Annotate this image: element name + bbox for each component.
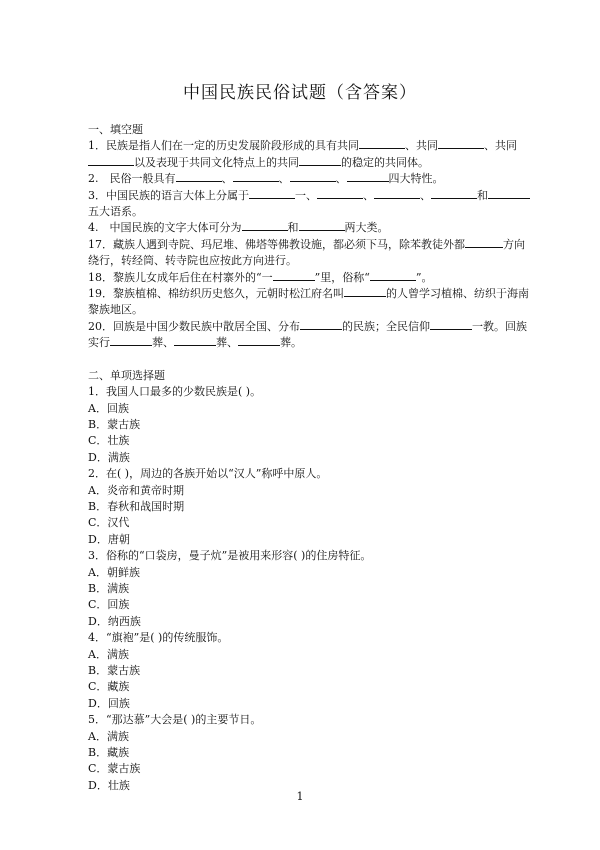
question-1-line-2: 以及表现于共同文化特点上的共同 的稳定的共同体。: [88, 155, 518, 171]
mc-option: A．满族: [88, 729, 129, 743]
page-title: 中国民族民俗试题（含答案）: [183, 83, 417, 103]
mc-option: B．蒙古族: [88, 664, 141, 677]
mc-option: B．满族: [88, 581, 130, 595]
answer-blank: [249, 188, 295, 199]
mc-option: D．壮族: [88, 778, 130, 792]
answer-blank: [290, 171, 336, 182]
mc-question-stem: 3．俗称的“口袋房，曼子炕”是被用来形容( )的住房特征。: [88, 549, 372, 563]
answer-blank: [273, 270, 315, 281]
mc-question-stem: 4．“旗袍”是( )的传统服饰。: [88, 631, 229, 645]
question-4: 4. 中国民族的文字大体可分为 和 两大类。: [88, 221, 389, 235]
question-20-line-1: 20．回族是中国少数民族中散居全国、分布 的民族；全民信仰 一教。回族: [88, 319, 527, 333]
mc-option: C．汉代: [88, 516, 130, 530]
question-18: 18．黎族儿女成年后住在村寨外的“一 ”里，俗称“ ”。: [88, 270, 433, 284]
section-heading-fill-blank: 一、填空题: [88, 123, 143, 136]
mc-option: D．纳西族: [88, 614, 141, 628]
answer-blank: [374, 188, 420, 199]
answer-blank: [238, 335, 280, 346]
mc-option: B．春秋和战国时期: [88, 499, 185, 513]
mc-option: A．回族: [88, 401, 129, 415]
answer-blank: [299, 155, 341, 166]
question-17-line-2: 绕行，转经筒、转寺院也应按此方向进行。: [88, 254, 297, 268]
question-3-line-1: 3．中国民族的语言大体上分属于 一、 、 、 和: [88, 188, 518, 204]
answer-blank: [174, 335, 216, 346]
mc-option: C．蒙古族: [88, 762, 141, 776]
answer-blank: [344, 286, 386, 297]
answer-blank: [488, 188, 530, 199]
mc-option: A．朝鲜族: [88, 565, 140, 579]
answer-blank: [88, 155, 134, 166]
mc-question-stem: 2．在( )，周边的各族开始以“汉人”称呼中原人。: [88, 467, 328, 481]
question-20-line-2: 实行 葬、 葬、 葬。: [88, 336, 302, 350]
mc-option: A．炎帝和黄帝时期: [88, 483, 184, 497]
question-19-line-1: 19．黎族植棉、棉纺织历史悠久，元朝时松江府名叫 的人曾学习植棉、纺织于海南: [88, 287, 529, 301]
answer-blank: [438, 138, 484, 149]
mc-option: D．回族: [88, 696, 130, 710]
question-2: 2. 民俗一般具有 、 、 、 四大特性。: [88, 172, 444, 186]
mc-option: A．满族: [88, 647, 129, 661]
page-number: 1: [296, 790, 304, 803]
document-body: [88, 122, 529, 794]
mc-option: D．满族: [88, 450, 130, 464]
answer-blank: [300, 319, 342, 330]
mc-question-stem: 1．我国人口最多的少数民族是( )。: [88, 385, 262, 399]
answer-blank: [110, 335, 152, 346]
answer-blank: [233, 171, 279, 182]
mc-option: D．唐朝: [88, 532, 130, 546]
mc-option: C．藏族: [88, 680, 130, 694]
mc-question-stem: 5．“那达慕”大会是( )的主要节日。: [88, 713, 262, 727]
answer-blank: [359, 138, 405, 149]
answer-blank: [430, 319, 472, 330]
answer-blank: [347, 171, 389, 182]
section-spacer: [88, 352, 518, 368]
answer-blank: [431, 188, 477, 199]
answer-blank: [242, 220, 288, 231]
question-3-line-2: 五大语系。: [88, 205, 143, 219]
answer-blank: [465, 237, 503, 248]
section-heading-single-choice: 二、单项选择题: [88, 368, 165, 382]
question-1-line-1: 1．民族是指人们在一定的历史发展阶段形成的具有共同 、共同 、共同: [88, 139, 517, 153]
mc-option: B．蒙古族: [88, 417, 141, 431]
question-19-line-2: 黎族地区。: [88, 303, 143, 317]
answer-blank: [317, 188, 363, 199]
mc-option: C．回族: [88, 598, 130, 612]
answer-blank: [299, 220, 345, 231]
mc-option: B．藏族: [88, 746, 130, 760]
mc-option: C．壮族: [88, 434, 130, 448]
answer-blank: [176, 171, 222, 182]
answer-blank: [370, 270, 416, 281]
question-17-line-1: 17．藏族人遇到寺院、玛尼堆、佛塔等佛教设施，都必须下马，除苯教徒外都 方向: [88, 237, 525, 251]
